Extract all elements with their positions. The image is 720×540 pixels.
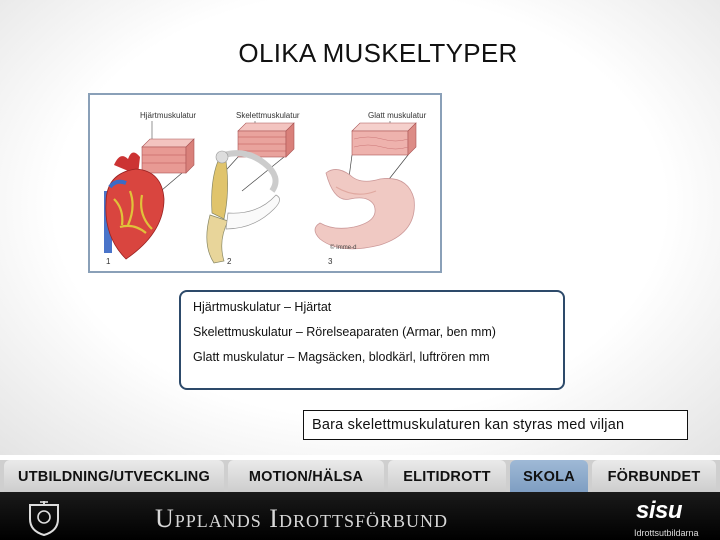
figure-label-cardiac: Hjärtmuskulatur xyxy=(140,111,197,120)
textbox-line-cardiac: Hjärtmuskulatur – Hjärtat xyxy=(193,300,332,314)
figure-label-skeletal: Skelettmuskulatur xyxy=(236,111,300,120)
muscle-illustration xyxy=(90,95,440,271)
voluntary-control-note: Bara skelettmuskulaturen kan styras med viljan xyxy=(303,410,688,440)
figure-label-smooth: Glatt muskulatur xyxy=(368,111,427,120)
stomach-illustration xyxy=(315,169,414,248)
tab-motion-halsa[interactable]: MOTION/HÄLSA xyxy=(228,460,384,492)
textbox-line-smooth: Glatt muskulatur – Magsäcken, blodkärl, luftrören mm xyxy=(193,350,490,364)
main-navigation xyxy=(0,460,720,492)
tab-elitidrott[interactable]: ELITIDROTT xyxy=(388,460,506,492)
sisu-logo-subtext: Idrottsutbildarna xyxy=(634,528,699,538)
tab-forbundet[interactable]: FÖRBUNDET xyxy=(592,460,716,492)
slide-title: OLIKA MUSKELTYPER xyxy=(238,38,518,68)
cardiac-tissue-block xyxy=(142,139,194,173)
figure-number-2: 2 xyxy=(227,257,232,266)
organization-name: Upplands Idrottsförbund xyxy=(155,504,448,533)
smooth-tissue-block xyxy=(352,123,416,155)
figure-copyright: © Imme-d xyxy=(330,245,357,251)
tab-utbildning[interactable]: UTBILDNING/UTVECKLING xyxy=(4,460,224,492)
figure-number-1: 1 xyxy=(106,257,111,266)
sisu-logo: sisu xyxy=(636,497,683,524)
textbox-line-skeletal: Skelettmuskulatur – Rörelseaparaten (Armar, ben mm) xyxy=(193,325,496,339)
arm-illustration xyxy=(207,151,280,263)
crest-logo-icon xyxy=(22,497,66,537)
figure-number-3: 3 xyxy=(328,257,333,266)
muscle-types-textbox xyxy=(179,290,565,390)
tab-skola[interactable]: SKOLA xyxy=(510,460,588,492)
muscle-types-figure xyxy=(88,93,442,273)
